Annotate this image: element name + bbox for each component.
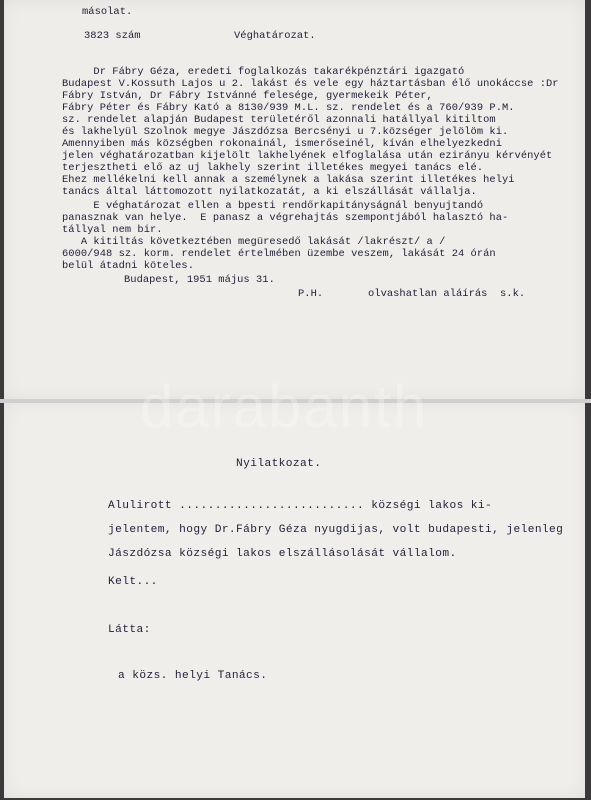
document-title: Véghatározat. xyxy=(234,30,316,42)
body-line: sz. rendelet alapján Budapest területéről azonnali hatállyal kitiltom xyxy=(62,114,496,126)
body-line: Amennyiben más községben rokonainál, ismerőseinél, kíván elhelyezkedni xyxy=(62,138,502,150)
body-line: Ehez mellékelni kell annak a személynek a lakása szerint illetékes helyi xyxy=(62,174,515,186)
copy-label: másolat. xyxy=(82,6,133,18)
body-line: E véghatározat ellen a bpesti rendőrkapitányságnál benyujtandó xyxy=(62,200,484,212)
declaration-line: jelentem, hogy Dr.Fábry Géza nyugdijas, volt budapesti, jelenleg xyxy=(108,524,564,536)
body-line: 6000/948 sz. korm. rendelet értelmében üzembe veszem, lakását 24 órán xyxy=(62,248,496,260)
seal-mark: P.H. xyxy=(298,288,324,300)
page-fold xyxy=(0,399,591,403)
watermark: darabanth xyxy=(140,373,429,440)
declaration-title: Nyilatkozat. xyxy=(236,458,322,470)
place-date: Budapest, 1951 május 31. xyxy=(124,274,275,286)
council-label: a közs. helyi Tanács. xyxy=(118,670,268,682)
declaration-line: Alulirott .......................... községi lakos ki- xyxy=(108,500,493,512)
date-field: Kelt... xyxy=(108,576,158,588)
body-line: jelen véghatározatban kijelölt lakhelyének elfoglalása után ezirányu kérvényét terjesztheti elő az uj lakhely szerint illetékes megyei tanács elé. xyxy=(62,150,553,174)
body-line: tállyal nem bir. xyxy=(62,224,163,236)
body-line: és lakhelyül Szolnok megye Jászdózsa Bercsényi u 7.községer jelölöm ki. xyxy=(62,126,509,138)
signature-note: olvashatlan aláírás s.k. xyxy=(368,288,526,300)
body-line: Dr Fábry Géza, eredeti foglalkozás takarékpénztári igazgató xyxy=(62,66,465,78)
declaration-line: Jászdózsa községi lakos elszállásolását vállalom. xyxy=(108,548,457,560)
body-line: panasznak van helye. E panasz a végrehajtás szempontjából halasztó ha- xyxy=(62,212,509,224)
body-line: tanács által láttomozott nyilatkozatát, a ki elszállását vállalja. xyxy=(62,186,477,198)
seen-label: Látta: xyxy=(108,624,151,636)
document-number: 3823 szám xyxy=(84,30,141,42)
body-line: Budapest V.Kossuth Lajos u 2. lakást és vele egy háztartásban élő unokáccse :Dr Fábry István, Dr Fábry Istvánné felesége, gyermekeik Péter, xyxy=(62,78,559,102)
body-line: belül átadni köteles. xyxy=(62,260,194,272)
body-line: A kitiltás következtében megüresedő lakását /lakrészt/ a / xyxy=(62,236,446,248)
body-line: Fábry Péter és Fábry Kató a 8130/939 M.L. sz. rendelet és a 760/939 P.M. xyxy=(62,102,515,114)
